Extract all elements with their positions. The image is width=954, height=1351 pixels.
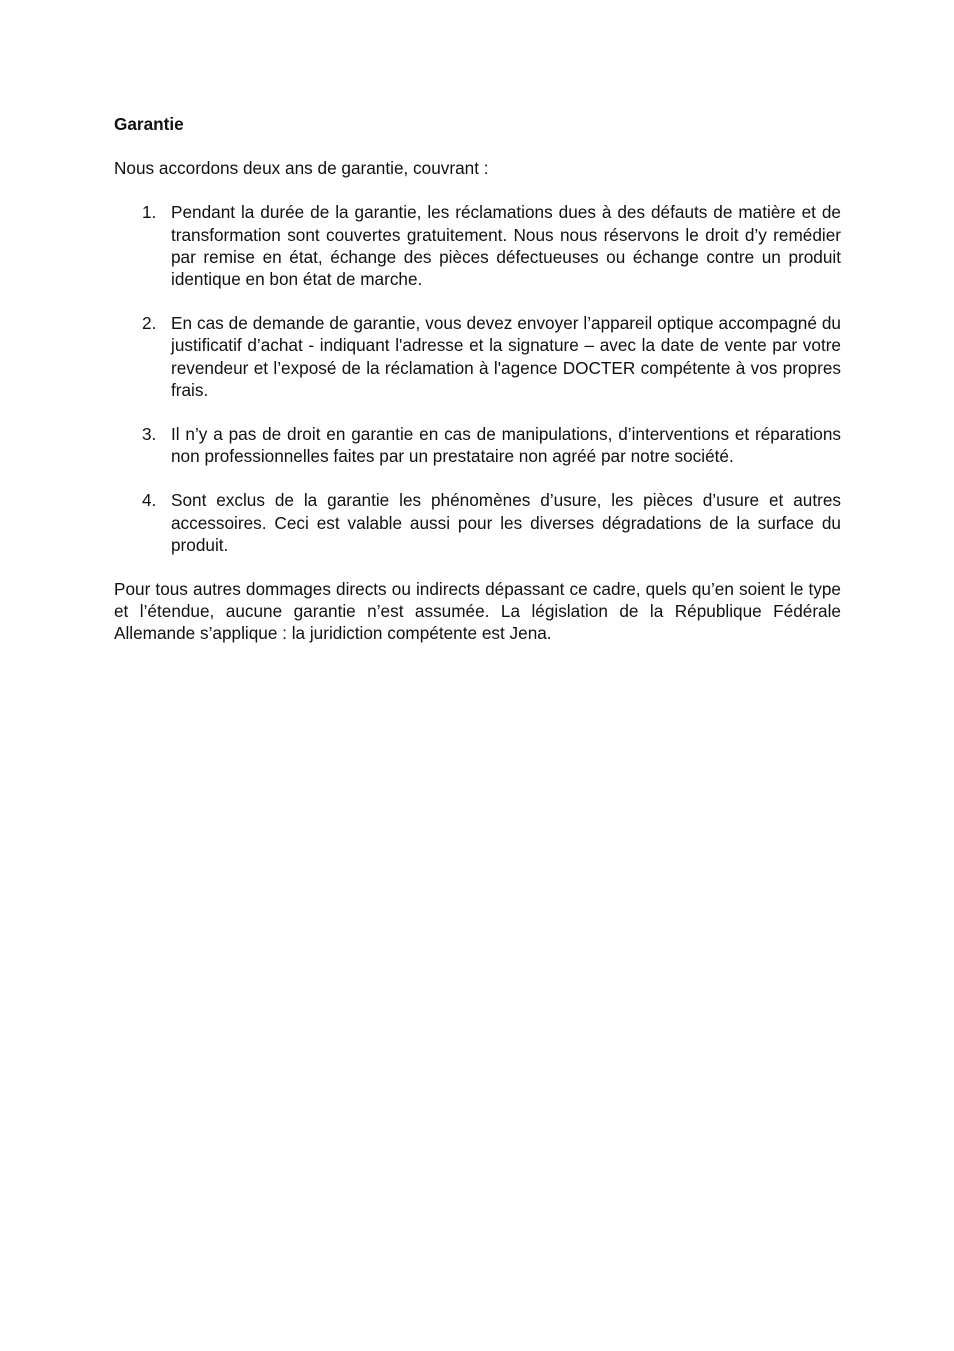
list-item-text: Pendant la durée de la garantie, les réclamations dues à des défauts de matière et de transformation sont couvertes gratuitement. Nous nous réservons le droit d’y remédier par remise en état, échange des pièces défectueuses ou échange contre un produit identique en bon état de marche. bbox=[171, 202, 841, 290]
warranty-item-4 bbox=[114, 489, 841, 556]
warranty-item-1 bbox=[114, 201, 841, 290]
list-number: 2. bbox=[142, 313, 157, 334]
warranty-item-2 bbox=[114, 312, 841, 401]
list-item-text: En cas de demande de garantie, vous devez envoyer l’appareil optique accompagné du justificatif d’achat - indiquant l'adresse et la signature – avec la date de vente par votre revendeur et l’exposé de la réclamation à l'agence DOCTER compétente à vos propres frais. bbox=[171, 313, 841, 400]
document-body bbox=[114, 113, 841, 645]
list-item-text: Sont exclus de la garantie les phénomènes d’usure, les pièces d’usure et autres accessoires. Ceci est valable aussi pour les diverses dégradations de la surface du produit. bbox=[171, 490, 841, 555]
list-number: 4. bbox=[142, 490, 157, 511]
list-item-text: Il n’y a pas de droit en garantie en cas de manipulations, d’interventions et réparations non professionnelles faites par un prestataire non agréé par notre société. bbox=[171, 424, 841, 467]
section-heading: Garantie bbox=[114, 114, 184, 134]
warranty-item-3 bbox=[114, 423, 841, 467]
warranty-list bbox=[114, 201, 841, 556]
list-number: 1. bbox=[142, 202, 157, 223]
closing-paragraph: Pour tous autres dommages directs ou indirects dépassant ce cadre, quels qu’en soient le type et l’étendue, aucune garantie n’est assumée. La législation de la République Fédérale Allemande s’applique : la juridiction compétente est Jena. bbox=[114, 579, 841, 644]
intro-paragraph: Nous accordons deux ans de garantie, couvrant : bbox=[114, 158, 489, 179]
list-number: 3. bbox=[142, 424, 157, 445]
